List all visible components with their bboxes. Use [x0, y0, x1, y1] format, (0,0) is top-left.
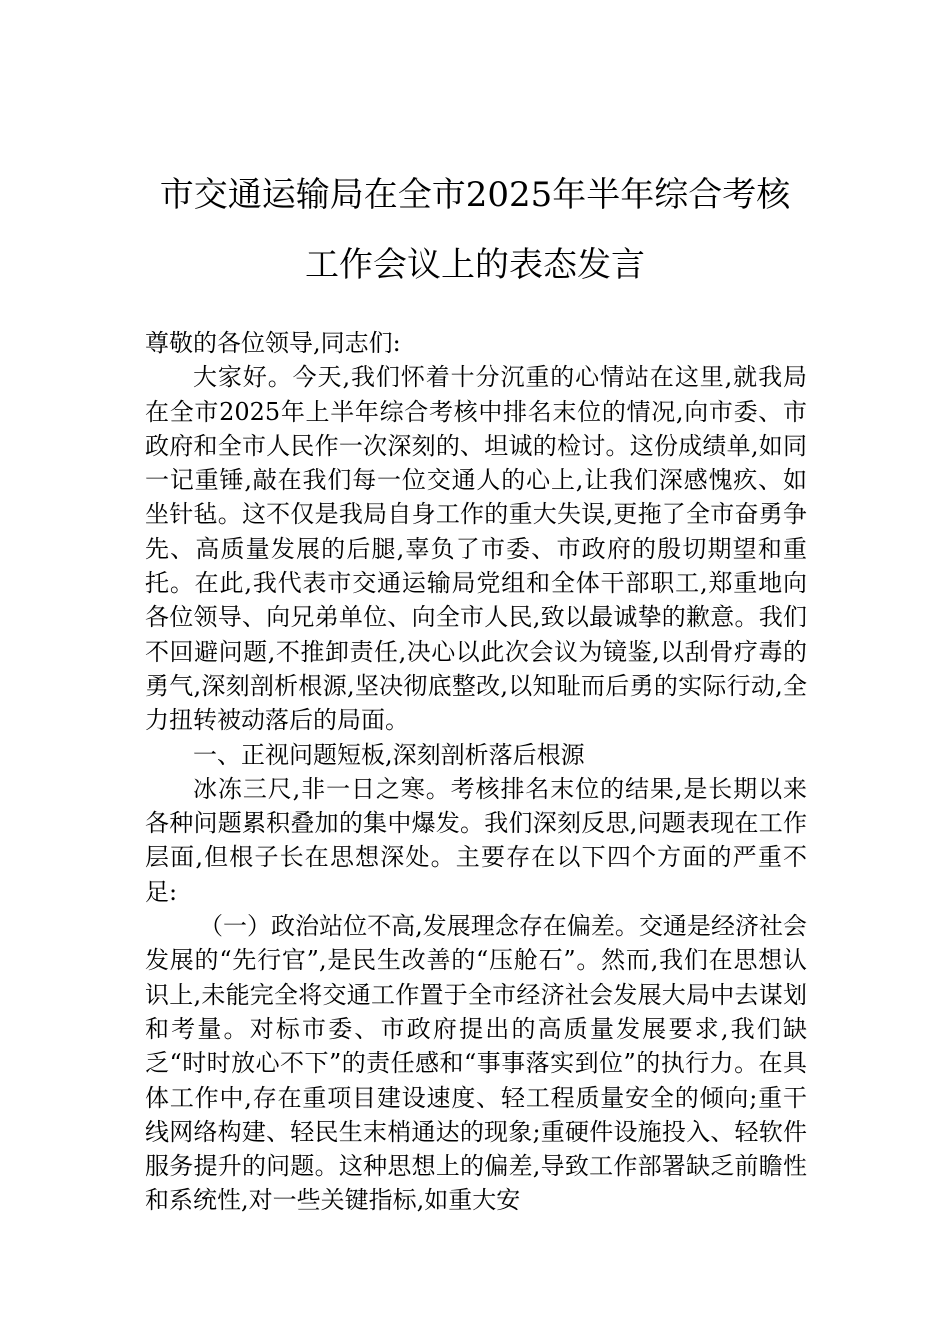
title-line-2: 工作会议上的表态发言 [305, 245, 645, 285]
opening-paragraph: 大家好。今天,我们怀着十分沉重的心情站在这里,就我局在全市2025年上半年综合考核中排名末位的情况,向市委、市政府和全市人民作一次深刻的、坦诚的检讨。这份成绩单,如同一记重锤,敲在我们每一位交通人的心上,让我们深感愧疚、如坐针毡。这不仅是我局自身工作的重大失误,更拖了全市奋勇争先、高质量发展的后腿,辜负了市委、市政府的殷切期望和重托。在此,我代表市交通运输局党组和全体干部职工,郑重地向各位领导、向兄弟单位、向全市人民,致以最诚挚的歉意。我们不回避问题,不推卸责任,决心以此次会议为镜鉴,以刮骨疗毒的勇气,深刻剖析根源,坚决彻底整改,以知耻而后勇的实际行动,全力扭转被动落后的局面。 [145, 363, 807, 735]
section-heading-1: 一、正视问题短板,深刻剖析落后根源 [193, 740, 585, 769]
subsection-1-paragraph: （一）政治站位不高,发展理念存在偏差。交通是经济社会发展的“先行官”,是民生改善的“压舱石”。然而,我们在思想认识上,未能完全将交通工作置于全市经济社会发展大局中去谋划和考量。对标市委、市政府提出的高质量发展要求,我们缺乏“时时放心不下”的责任感和“事事落实到位”的执行力。在具体工作中,存在重项目建设速度、轻工程质量安全的倾向;重干线网络构建、轻民生末梢通达的现象;重硬件设施投入、轻软件服务提升的问题。这种思想上的偏差,导致工作部署缺乏前瞻性和系统性,对一些关键指标,如重大安 [145, 912, 807, 1215]
title-line-1: 市交通运输局在全市2025年半年综合考核 [159, 175, 791, 215]
salutation: 尊敬的各位领导,同志们: [145, 329, 401, 357]
section-1-intro: 冰冻三尺,非一日之寒。考核排名末位的结果,是长期以来各种问题累积叠加的集中爆发。我们深刻反思,问题表现在工作层面,但根子长在思想深处。主要存在以下四个方面的严重不足: [145, 774, 807, 906]
document-body [145, 326, 807, 1218]
document-title [0, 160, 950, 300]
